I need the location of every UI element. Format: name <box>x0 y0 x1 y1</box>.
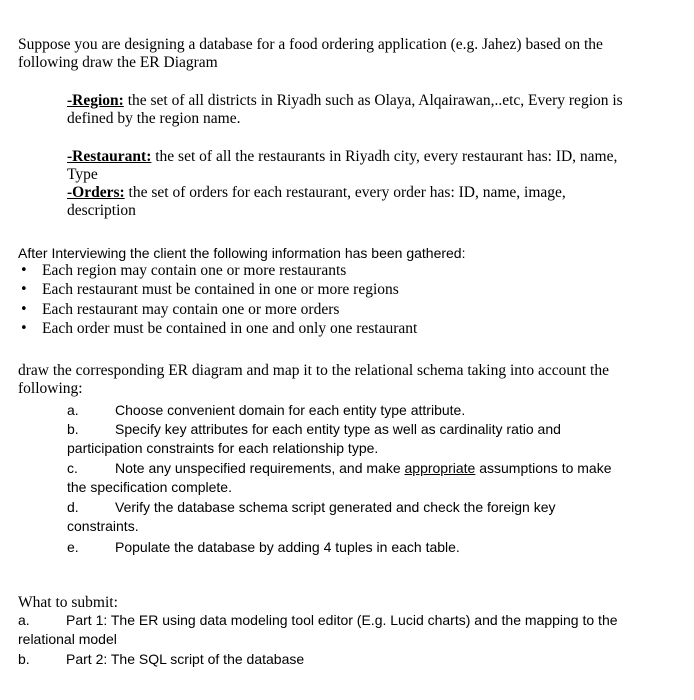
task-label: c. <box>67 460 78 476</box>
intro-paragraph <box>18 36 658 72</box>
list-item: • Each restaurant must be contained in one or more regions <box>20 281 399 299</box>
bullet-icon: • <box>20 282 28 298</box>
submission-label: a. <box>18 612 30 628</box>
orders-definition <box>67 184 657 220</box>
bullet-icon: • <box>20 320 28 336</box>
task-b: b. Specify key attributes for each entity type as well as cardinality ratio and participation constraints for each relationship type. <box>67 421 561 456</box>
submission-a: a. Part 1: The ER using data modeling tool editor (E.g. Lucid charts) and the mapping to the relational model <box>18 612 618 647</box>
bullet-icon: • <box>20 263 28 278</box>
list-item: • Each order must be contained in one and only one restaurant <box>20 319 418 337</box>
submission-b: b. Part 2: The SQL script of the database <box>18 651 305 667</box>
restaurant-term: -Restaurant: <box>67 148 152 165</box>
task-label: e. <box>67 539 79 555</box>
intro-line-1: Suppose you are designing a database for a food ordering application (e.g. Jahez) based on the <box>18 36 603 53</box>
requirements-intro: After Interviewing the client the following information has been gathered: <box>18 245 466 261</box>
orders-desc-1: the set of orders for each restaurant, every order has: ID, name, image, <box>124 184 566 201</box>
task-label: b. <box>67 421 79 437</box>
submission-heading: What to submit: <box>18 594 118 611</box>
region-desc-1: the set of all districts in Riyadh such as Olaya, Alqairawan,..etc, Every region is <box>123 92 623 109</box>
task-label: d. <box>67 499 79 515</box>
underlined-word: appropriate <box>404 460 476 476</box>
intro-line-2: following draw the ER Diagram <box>18 54 218 71</box>
region-definition <box>67 92 657 128</box>
region-term: -Region: <box>67 92 124 109</box>
task-a: a. Choose convenient domain for each entity type attribute. <box>67 402 466 418</box>
region-desc-2: defined by the region name. <box>67 110 241 127</box>
task-c: c. Note any unspecified requirements, and make appropriate assumptions to make the specification complete. <box>67 460 612 495</box>
orders-term: -Orders: <box>67 184 125 201</box>
requirements-list <box>18 262 658 339</box>
restaurant-definition <box>67 148 657 184</box>
tasks-intro: draw the corresponding ER diagram and map it to the relational schema taking into account the following: <box>18 362 609 397</box>
restaurant-desc-1: the set of all the restaurants in Riyadh city, every restaurant has: ID, name, <box>151 148 618 165</box>
task-d: d. Verify the database schema script generated and check the foreign key constraints. <box>67 499 556 534</box>
submission-label: b. <box>18 651 30 667</box>
list-item: • Each restaurant may contain one or more orders <box>20 300 340 318</box>
task-label: a. <box>67 402 79 418</box>
orders-desc-2: description <box>67 202 136 219</box>
restaurant-desc-2: Type <box>67 166 98 183</box>
bullet-icon: • <box>20 301 28 317</box>
task-e: e. Populate the database by adding 4 tuples in each table. <box>67 539 460 555</box>
list-item: • Each region may contain one or more restaurants <box>20 262 347 279</box>
